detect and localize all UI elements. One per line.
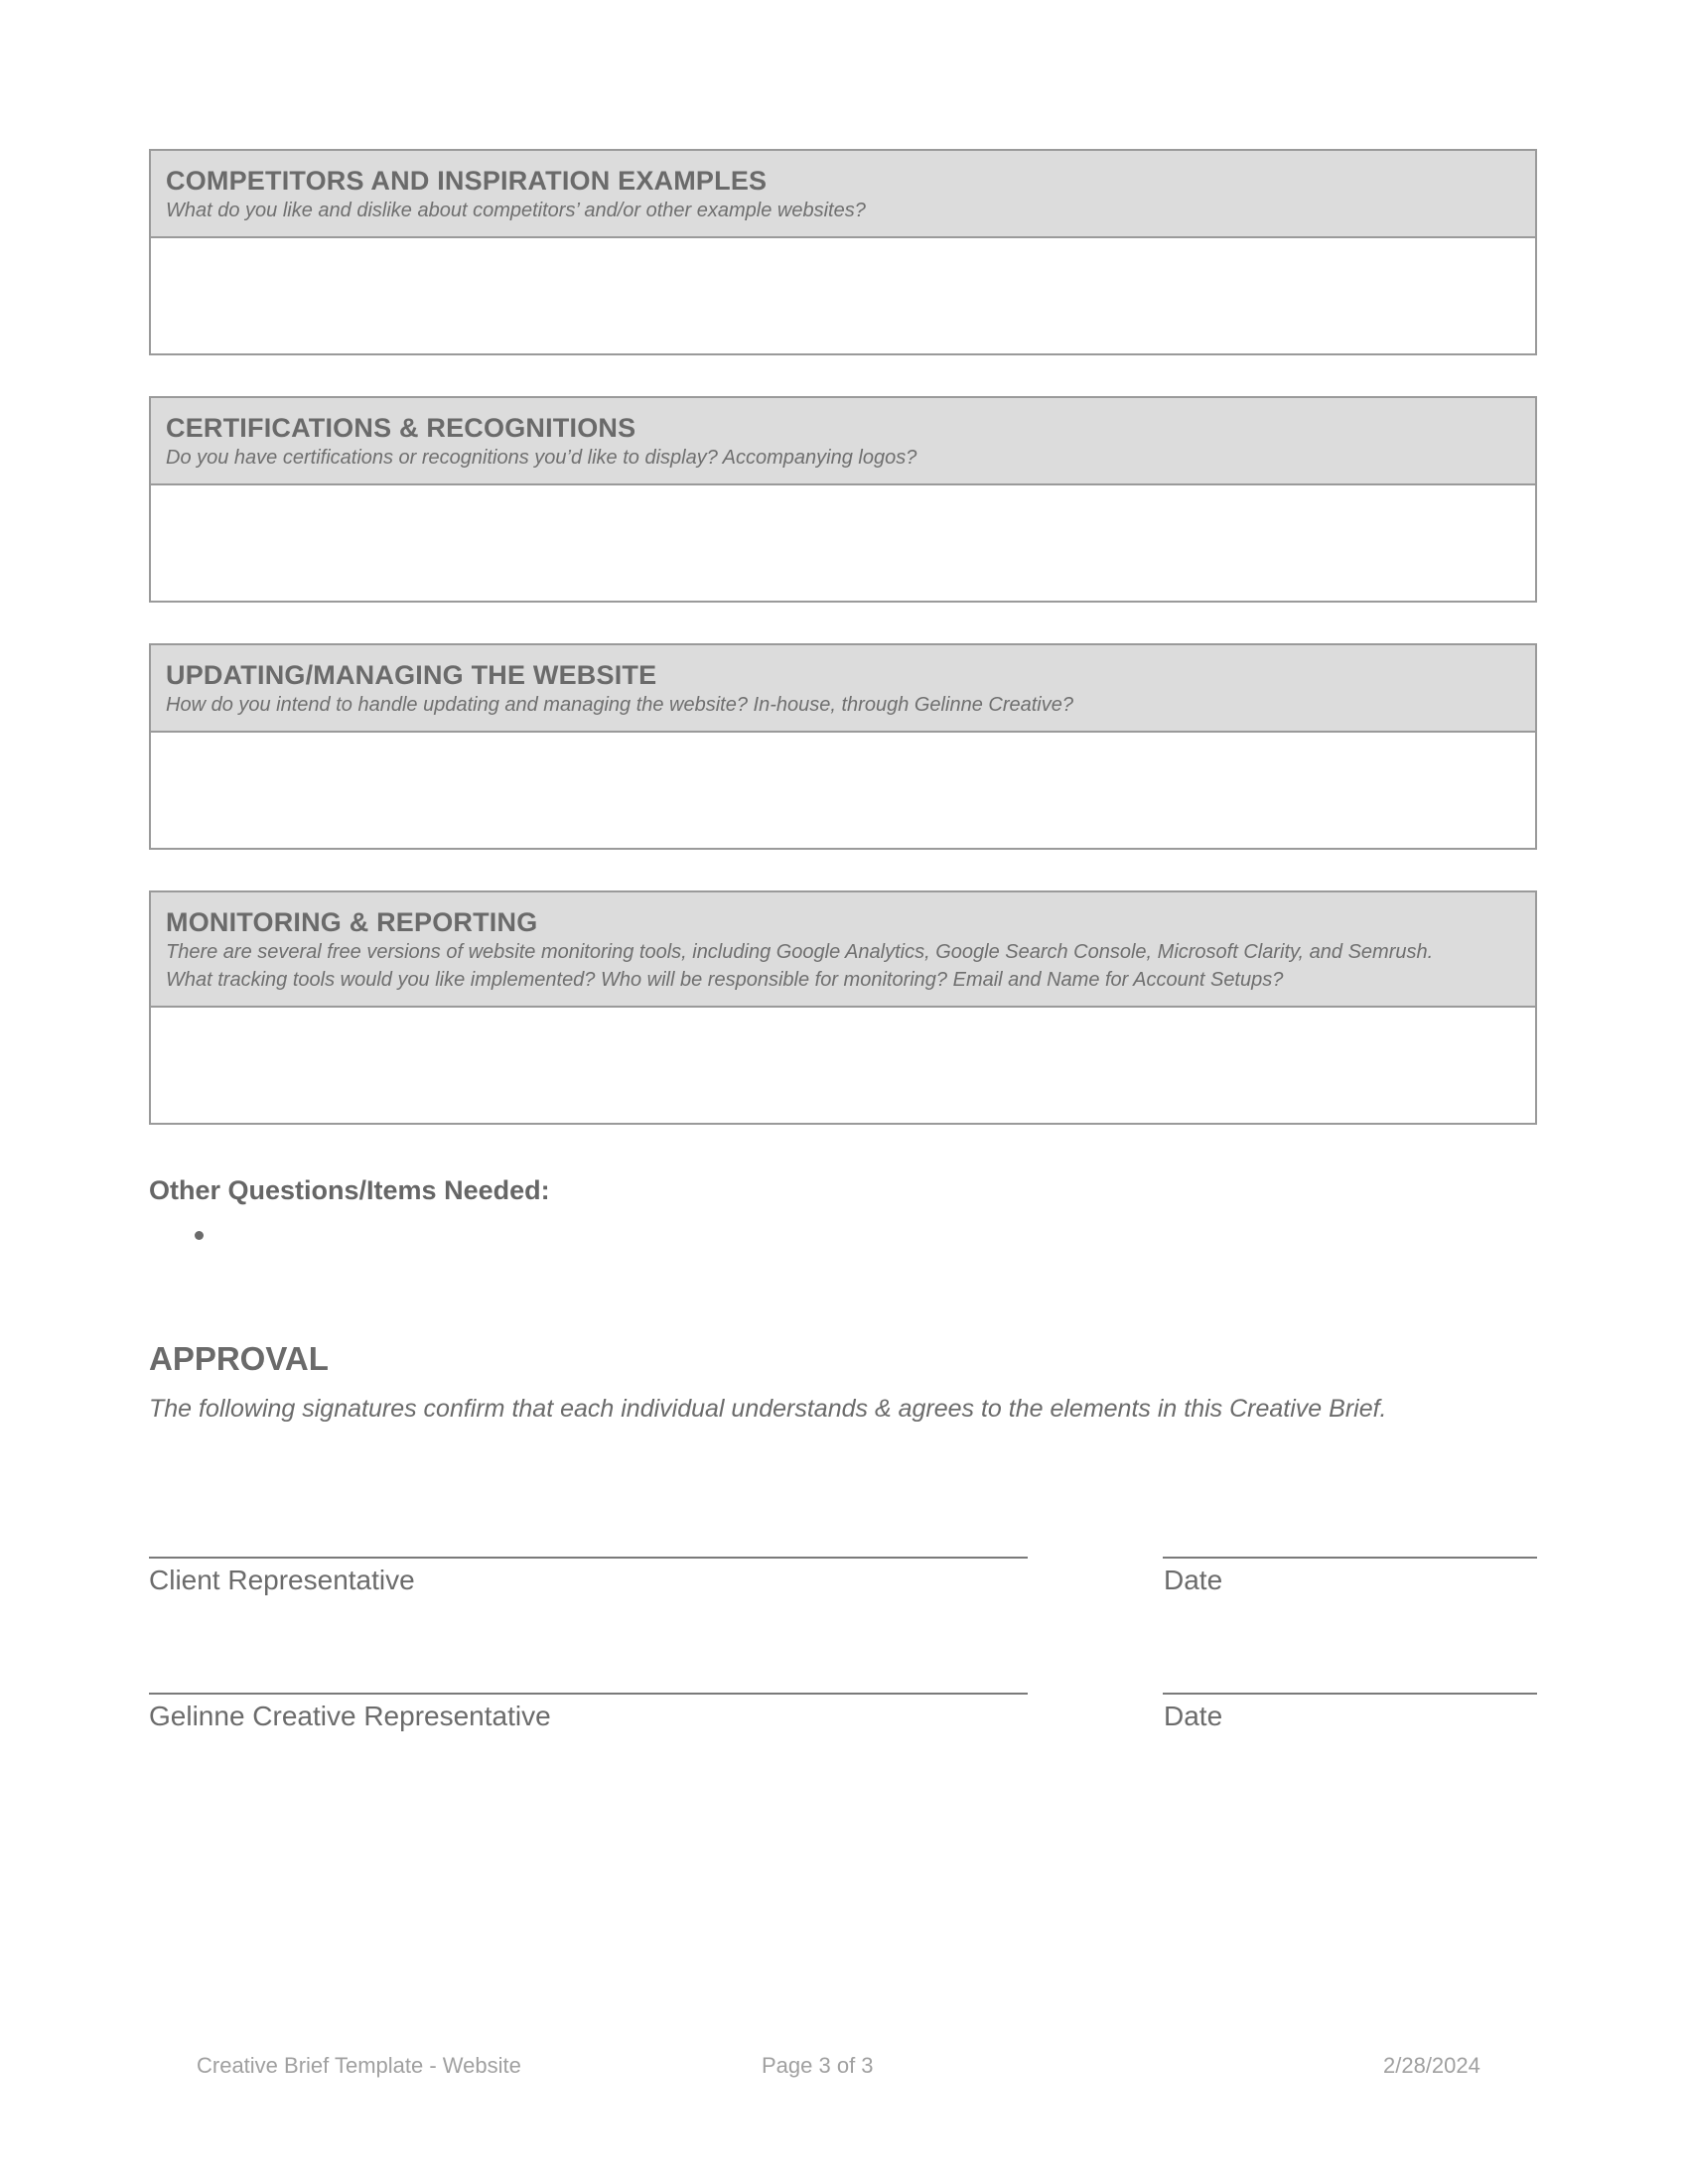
section-description: How do you intend to handle updating and managing the website? In-house, through Gelinne Creative? [166, 694, 1073, 716]
client-date-label: Date [1164, 1565, 1223, 1595]
bullet-icon [195, 1231, 204, 1240]
section-header [151, 645, 1535, 733]
other-questions-list[interactable] [195, 1219, 204, 1240]
section-description: Do you have certifications or recognitions you’d like to display? Accompanying logos? [166, 447, 917, 469]
gelinne-representative-label: Gelinne Creative Representative [149, 1701, 551, 1731]
updating-response-field[interactable] [151, 733, 1535, 848]
client-representative-label: Client Representative [149, 1565, 415, 1595]
client-date-line[interactable] [1163, 1557, 1537, 1559]
section-title: COMPETITORS AND INSPIRATION EXAMPLES [166, 166, 768, 196]
monitoring-response-field[interactable] [151, 1008, 1535, 1123]
section-updating [149, 643, 1537, 850]
section-header [151, 151, 1535, 238]
competitors-response-field[interactable] [151, 238, 1535, 353]
section-title: UPDATING/MANAGING THE WEBSITE [166, 660, 657, 690]
section-title: CERTIFICATIONS & RECOGNITIONS [166, 413, 636, 443]
section-description: What do you like and dislike about competitors’ and/or other example websites? [166, 200, 866, 221]
section-monitoring [149, 890, 1537, 1125]
approval-statement: The following signatures confirm that each individual understands & agrees to the elements in this Creative Brief. [149, 1395, 1387, 1423]
footer-document-title: Creative Brief Template - Website [197, 2053, 521, 2078]
section-description-line-1: There are several free versions of website monitoring tools, including Google Analytics, Google Search Console, Microsoft Clarity, and Semrush. [166, 941, 1434, 963]
gelinne-date-line[interactable] [1163, 1693, 1537, 1695]
gelinne-signature-line[interactable] [149, 1693, 1028, 1695]
section-header [151, 398, 1535, 485]
footer-page-number: Page 3 of 3 [762, 2053, 874, 2078]
approval-heading: APPROVAL [149, 1340, 329, 1377]
gelinne-date-label: Date [1164, 1701, 1223, 1731]
other-questions-heading: Other Questions/Items Needed: [149, 1175, 550, 1205]
section-certifications [149, 396, 1537, 603]
section-description-line-2: What tracking tools would you like implemented? Who will be responsible for monitoring? Email and Name for Account Setups? [166, 969, 1284, 991]
section-competitors [149, 149, 1537, 355]
client-signature-line[interactable] [149, 1557, 1028, 1559]
list-item[interactable] [195, 1231, 204, 1240]
certifications-response-field[interactable] [151, 485, 1535, 601]
footer-date: 2/28/2024 [1383, 2053, 1480, 2078]
section-header [151, 892, 1535, 1008]
section-title: MONITORING & REPORTING [166, 907, 538, 937]
